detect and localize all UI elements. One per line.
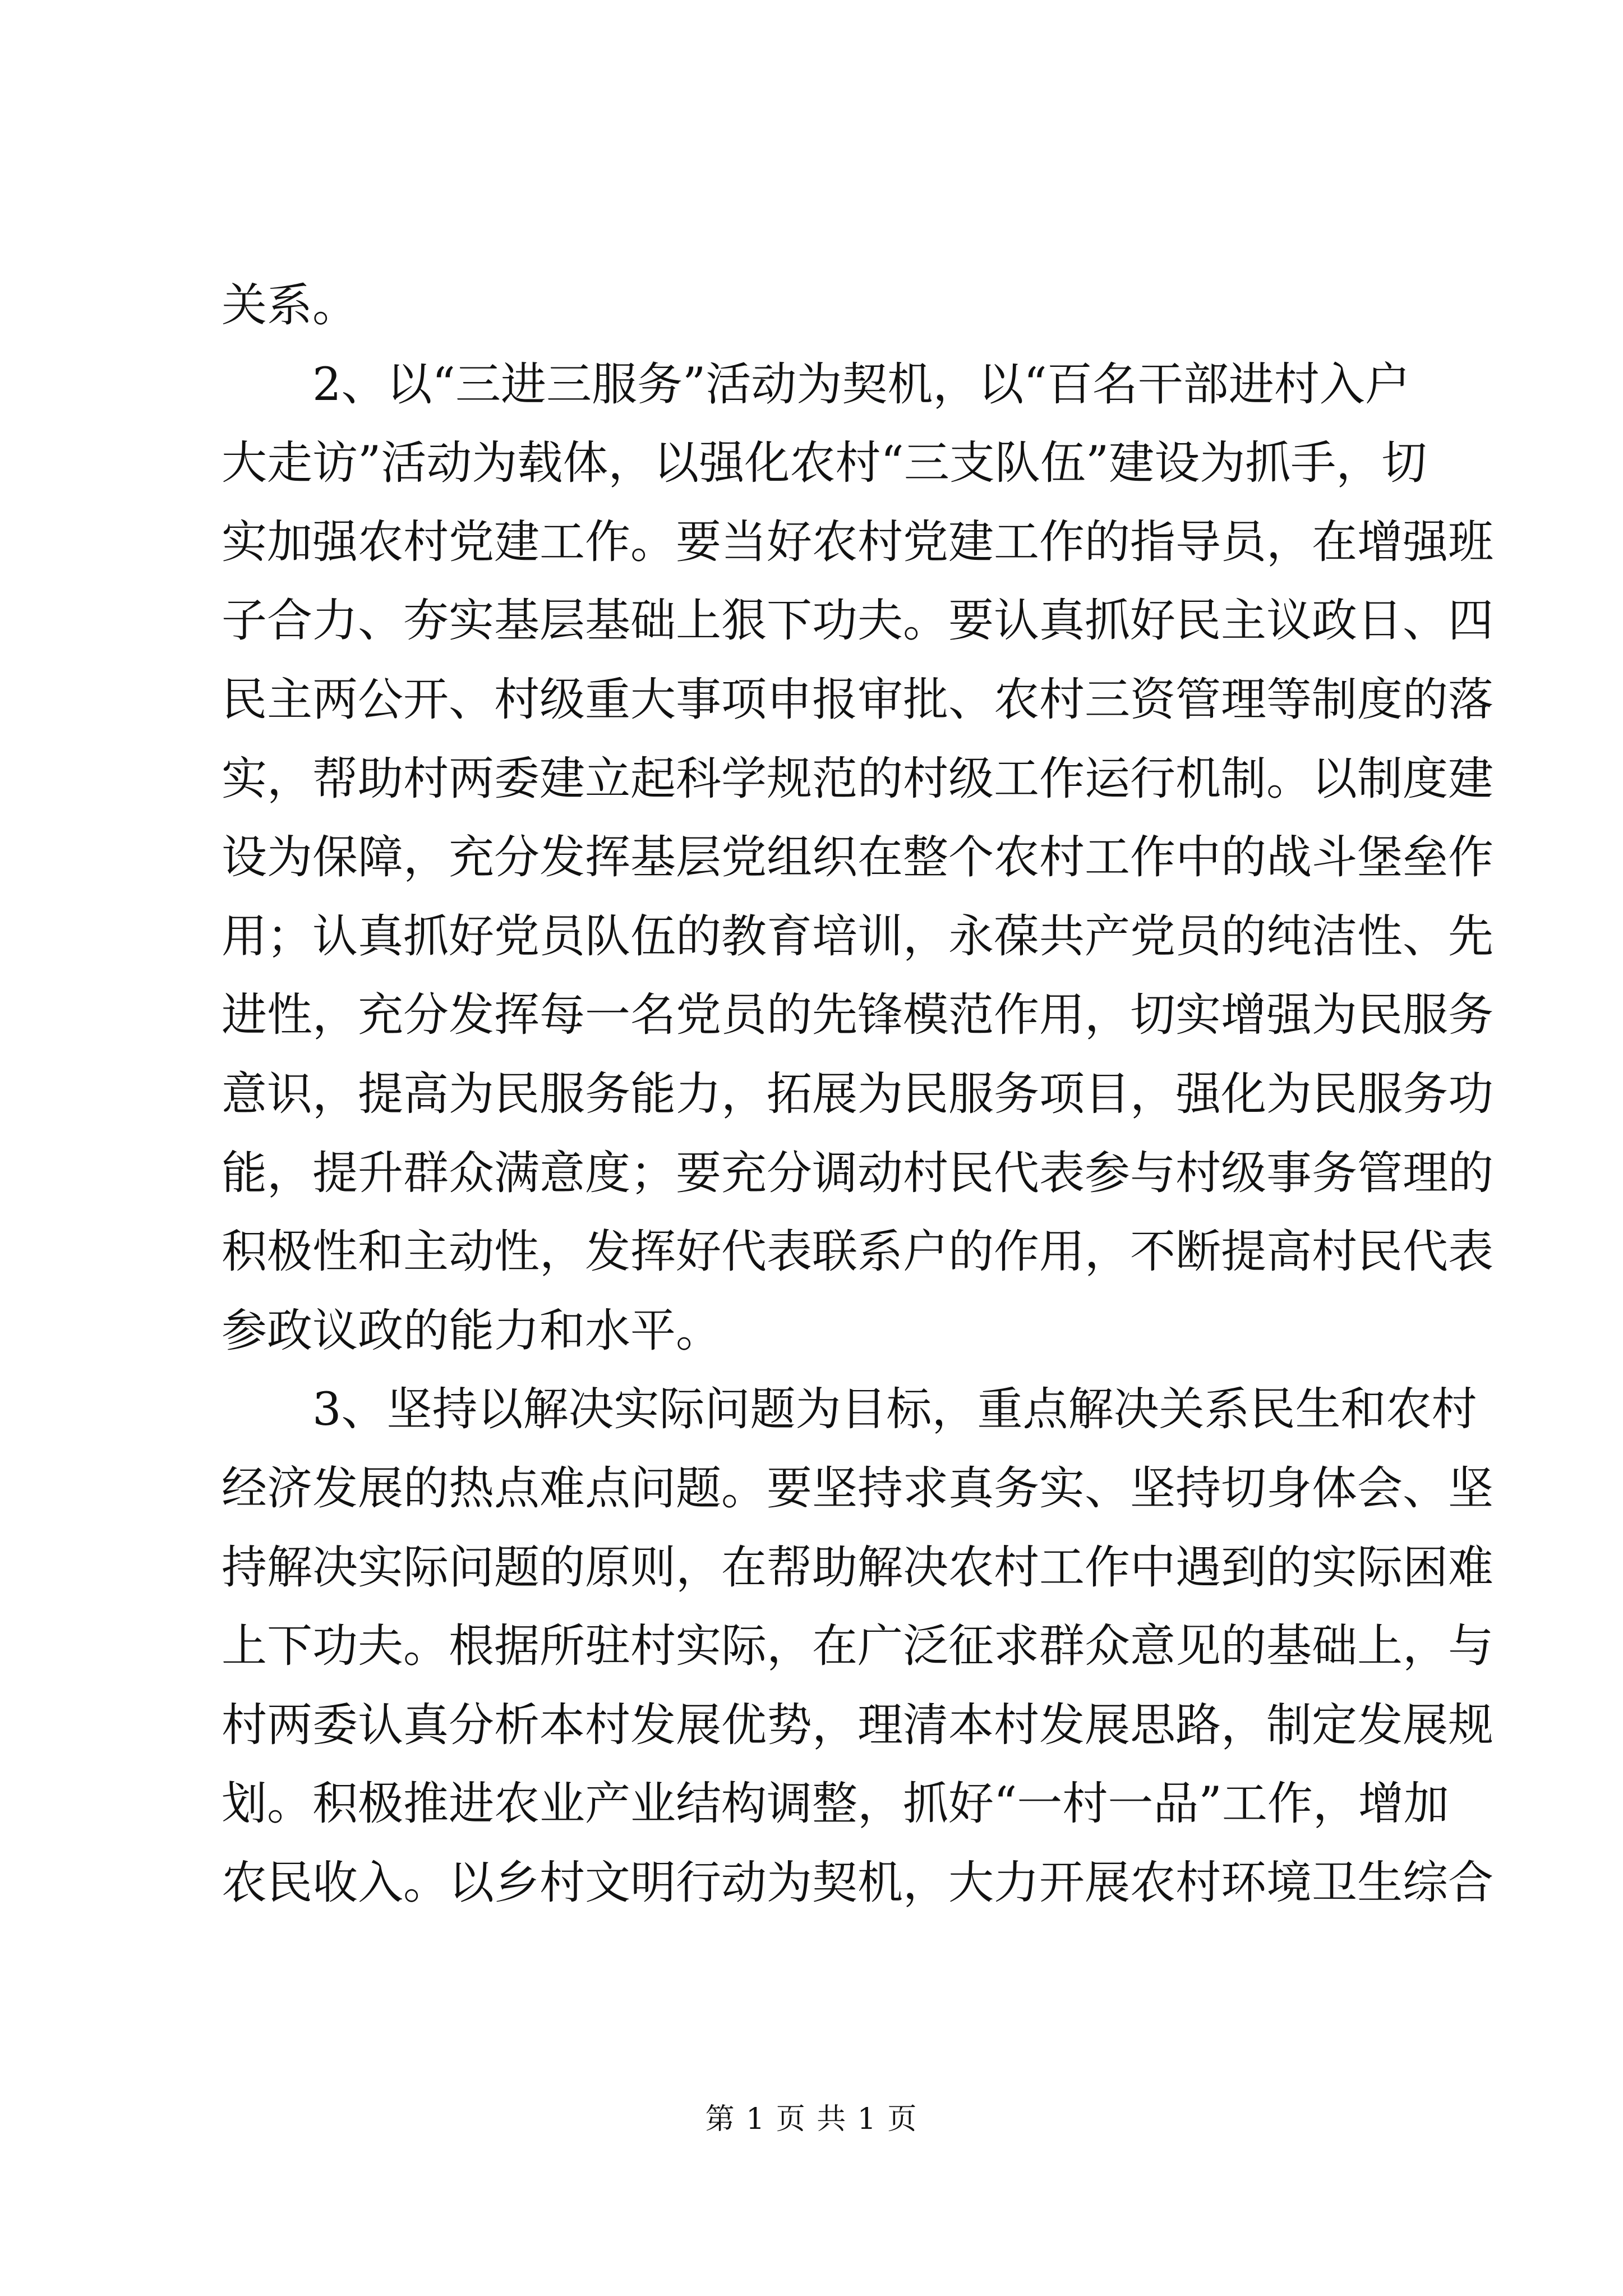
text-line: 经济发展的热点难点问题。要坚持求真务实、坚持切身体会、坚: [222, 1462, 1494, 1515]
text-line: 民主两公开、村级重大事项申报审批、农村三资管理等制度的落: [222, 673, 1494, 726]
text-line: 关系。: [222, 279, 358, 332]
text-line: 实，帮助村两委建立起科学规范的村级工作运行机制。以制度建: [222, 752, 1494, 806]
text-line: 3、坚持以解决实际问题为目标，重点解决关系民生和农村: [222, 1383, 1477, 1437]
body-text: [222, 266, 1494, 1922]
text-line: 意识，提高为民服务能力，拓展为民服务项目，强化为民服务功: [222, 1068, 1494, 1121]
text-line: 用；认真抓好党员队伍的教育培训，永葆共产党员的纯洁性、先: [222, 910, 1494, 963]
text-line: 持解决实际问题的原则，在帮助解决农村工作中遇到的实际困难: [222, 1541, 1494, 1594]
text-line: 农民收入。以乡村文明行动为契机，大力开展农村环境卫生综合: [222, 1856, 1494, 1910]
text-line: 村两委认真分析本村发展优势，理清本村发展思路，制定发展规: [222, 1699, 1494, 1752]
text-line: 设为保障，充分发挥基层党组织在整个农村工作中的战斗堡垒作: [222, 831, 1494, 885]
text-line: 能，提升群众满意度；要充分调动村民代表参与村级事务管理的: [222, 1147, 1494, 1200]
text-line: 实加强农村党建工作。要当好农村党建工作的指导员，在增强班: [222, 516, 1494, 569]
text-line: 积极性和主动性，发挥好代表联系户的作用，不断提高村民代表: [222, 1226, 1494, 1279]
text-line: 参政议政的能力和水平。: [222, 1304, 722, 1358]
text-line: 子合力、夯实基层基础上狠下功夫。要认真抓好民主议政日、四: [222, 595, 1494, 648]
text-line: 大走访”活动为载体，以强化农村“三支队伍”建设为抓手，切: [222, 437, 1427, 490]
text-line: 划。积极推进农业产业结构调整，抓好“一村一品”工作，增加: [222, 1778, 1449, 1831]
text-line: 上下功夫。根据所驻村实际，在广泛征求群众意见的基础上，与: [222, 1620, 1494, 1673]
text-line: 进性，充分发挥每一名党员的先锋模范作用，切实增强为民服务: [222, 989, 1494, 1042]
page-footer: 第 1 页 共 1 页: [705, 2102, 918, 2136]
text-line: 2、以“三进三服务”活动为契机，以“百名干部进村入户: [222, 358, 1410, 411]
